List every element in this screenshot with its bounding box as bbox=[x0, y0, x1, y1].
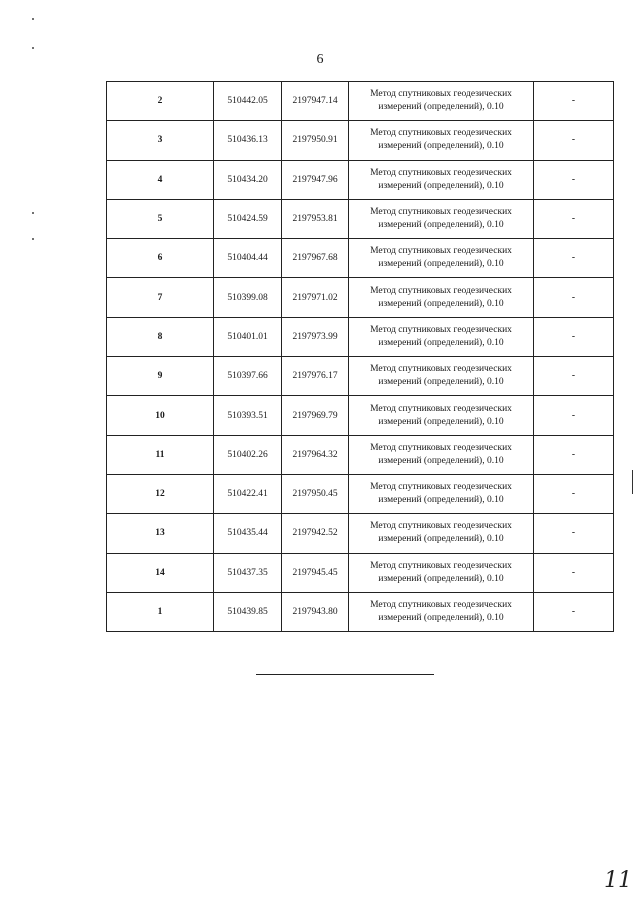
table-row bbox=[107, 514, 614, 553]
table-row bbox=[107, 435, 614, 474]
method-text-line: Метод спутниковых геодезических bbox=[370, 600, 512, 610]
table-row bbox=[107, 239, 614, 278]
method-cell bbox=[349, 592, 534, 631]
y-coordinate-cell: 2197950.91 bbox=[282, 121, 349, 160]
point-number-cell: 7 bbox=[107, 278, 214, 317]
scan-artifact bbox=[32, 18, 34, 20]
extra-cell: - bbox=[534, 278, 614, 317]
method-cell bbox=[349, 239, 534, 278]
end-of-document-line bbox=[256, 674, 434, 675]
method-text-line: Метод спутниковых геодезических bbox=[370, 521, 512, 532]
x-coordinate-cell: 510422.41 bbox=[214, 474, 282, 513]
point-number-cell: 8 bbox=[107, 317, 214, 356]
method-cell bbox=[349, 357, 534, 396]
extra-cell: - bbox=[534, 435, 614, 474]
y-coordinate-cell: 2197953.81 bbox=[282, 199, 349, 238]
x-coordinate-cell: 510397.66 bbox=[214, 357, 282, 396]
table-row bbox=[107, 396, 614, 435]
method-text-line: Метод спутниковых геодезических bbox=[370, 442, 512, 453]
x-coordinate-cell: 510436.13 bbox=[214, 121, 282, 160]
method-text-line: Метод спутниковых геодезических bbox=[370, 324, 512, 335]
method-text-line: Метод спутниковых геодезических bbox=[370, 403, 512, 414]
method-text-line: измерений (определений), 0.10 bbox=[378, 141, 504, 152]
point-number-cell: 5 bbox=[107, 199, 214, 238]
method-cell bbox=[349, 121, 534, 160]
point-number-cell: 3 bbox=[107, 121, 214, 160]
method-text-line: Метод спутниковых геодезических bbox=[370, 89, 512, 100]
extra-cell: - bbox=[534, 474, 614, 513]
table-row bbox=[107, 553, 614, 592]
point-number-cell: 4 bbox=[107, 160, 214, 199]
table-row bbox=[107, 474, 614, 513]
table-row bbox=[107, 121, 614, 160]
x-coordinate-cell: 510437.35 bbox=[214, 553, 282, 592]
method-text-line: измерений (определений), 0.10 bbox=[378, 337, 504, 348]
extra-cell: - bbox=[534, 239, 614, 278]
method-text-line: измерений (определений), 0.10 bbox=[378, 416, 504, 427]
point-number-cell: 11 bbox=[107, 435, 214, 474]
method-cell bbox=[349, 435, 534, 474]
y-coordinate-cell: 2197943.80 bbox=[282, 592, 349, 631]
method-text-line: измерений (определений), 0.10 bbox=[378, 377, 504, 388]
method-text-line: измерений (определений), 0.10 bbox=[378, 180, 504, 191]
method-cell bbox=[349, 514, 534, 553]
scan-artifact bbox=[632, 470, 633, 494]
method-text-line: измерений (определений), 0.10 bbox=[378, 534, 504, 545]
point-number-cell: 10 bbox=[107, 396, 214, 435]
y-coordinate-cell: 2197976.17 bbox=[282, 357, 349, 396]
y-coordinate-cell: 2197973.99 bbox=[282, 317, 349, 356]
x-coordinate-cell: 510399.08 bbox=[214, 278, 282, 317]
coordinates-table-body bbox=[107, 82, 614, 632]
method-text-line: Метод спутниковых геодезических bbox=[370, 482, 512, 493]
table-row bbox=[107, 199, 614, 238]
extra-cell: - bbox=[534, 82, 614, 121]
scan-artifact bbox=[32, 212, 34, 214]
method-cell bbox=[349, 553, 534, 592]
method-text-line: Метод спутниковых геодезических bbox=[370, 207, 512, 218]
method-text-line: измерений (определений), 0.10 bbox=[378, 298, 504, 309]
point-number-cell: 2 bbox=[107, 82, 214, 121]
table-row bbox=[107, 160, 614, 199]
method-text-line: Метод спутниковых геодезических bbox=[370, 364, 512, 375]
x-coordinate-cell: 510434.20 bbox=[214, 160, 282, 199]
method-text-line: Метод спутниковых геодезических bbox=[370, 128, 512, 139]
scan-artifact bbox=[32, 238, 34, 240]
extra-cell: - bbox=[534, 121, 614, 160]
point-number-cell: 12 bbox=[107, 474, 214, 513]
y-coordinate-cell: 2197950.45 bbox=[282, 474, 349, 513]
y-coordinate-cell: 2197947.96 bbox=[282, 160, 349, 199]
method-cell bbox=[349, 317, 534, 356]
method-cell bbox=[349, 474, 534, 513]
x-coordinate-cell: 510439.85 bbox=[214, 592, 282, 631]
method-text-line: Метод спутниковых геодезических bbox=[370, 285, 512, 296]
handwritten-page-mark: 11 bbox=[604, 868, 632, 893]
table-row bbox=[107, 592, 614, 631]
y-coordinate-cell: 2197945.45 bbox=[282, 553, 349, 592]
x-coordinate-cell: 510404.44 bbox=[214, 239, 282, 278]
method-text-line: Метод спутниковых геодезических bbox=[370, 167, 512, 178]
y-coordinate-cell: 2197969.79 bbox=[282, 396, 349, 435]
extra-cell: - bbox=[534, 357, 614, 396]
extra-cell: - bbox=[534, 160, 614, 199]
point-number-cell: 13 bbox=[107, 514, 214, 553]
method-cell bbox=[349, 396, 534, 435]
y-coordinate-cell: 2197942.52 bbox=[282, 514, 349, 553]
point-number-cell: 9 bbox=[107, 357, 214, 396]
extra-cell: - bbox=[534, 553, 614, 592]
method-text-line: измерений (определений), 0.10 bbox=[378, 573, 504, 584]
page-number: 6 bbox=[316, 52, 324, 67]
method-text-line: измерений (определений), 0.10 bbox=[378, 495, 504, 506]
point-number-cell: 1 bbox=[107, 592, 214, 631]
y-coordinate-cell: 2197964.32 bbox=[282, 435, 349, 474]
method-text-line: измерений (определений), 0.10 bbox=[378, 102, 504, 113]
x-coordinate-cell: 510424.59 bbox=[214, 199, 282, 238]
table-row bbox=[107, 317, 614, 356]
x-coordinate-cell: 510402.26 bbox=[214, 435, 282, 474]
x-coordinate-cell: 510393.51 bbox=[214, 396, 282, 435]
method-cell bbox=[349, 199, 534, 238]
table-row bbox=[107, 357, 614, 396]
extra-cell: - bbox=[534, 317, 614, 356]
x-coordinate-cell: 510435.44 bbox=[214, 514, 282, 553]
point-number-cell: 6 bbox=[107, 239, 214, 278]
method-text-line: измерений (определений), 0.10 bbox=[378, 220, 504, 231]
x-coordinate-cell: 510401.01 bbox=[214, 317, 282, 356]
method-cell bbox=[349, 160, 534, 199]
x-coordinate-cell: 510442.05 bbox=[214, 82, 282, 121]
point-number-cell: 14 bbox=[107, 553, 214, 592]
table-row bbox=[107, 278, 614, 317]
table-row bbox=[107, 82, 614, 121]
method-text-line: измерений (определений), 0.10 bbox=[378, 613, 504, 623]
method-text-line: измерений (определений), 0.10 bbox=[378, 259, 504, 270]
scan-artifact bbox=[32, 47, 34, 49]
method-cell bbox=[349, 82, 534, 121]
y-coordinate-cell: 2197947.14 bbox=[282, 82, 349, 121]
method-cell bbox=[349, 278, 534, 317]
extra-cell: - bbox=[534, 592, 614, 631]
extra-cell: - bbox=[534, 396, 614, 435]
method-text-line: Метод спутниковых геодезических bbox=[370, 560, 512, 571]
y-coordinate-cell: 2197967.68 bbox=[282, 239, 349, 278]
extra-cell: - bbox=[534, 514, 614, 553]
method-text-line: Метод спутниковых геодезических bbox=[370, 246, 512, 257]
method-text-line: измерений (определений), 0.10 bbox=[378, 455, 504, 466]
coordinates-table bbox=[106, 81, 614, 632]
extra-cell: - bbox=[534, 199, 614, 238]
y-coordinate-cell: 2197971.02 bbox=[282, 278, 349, 317]
